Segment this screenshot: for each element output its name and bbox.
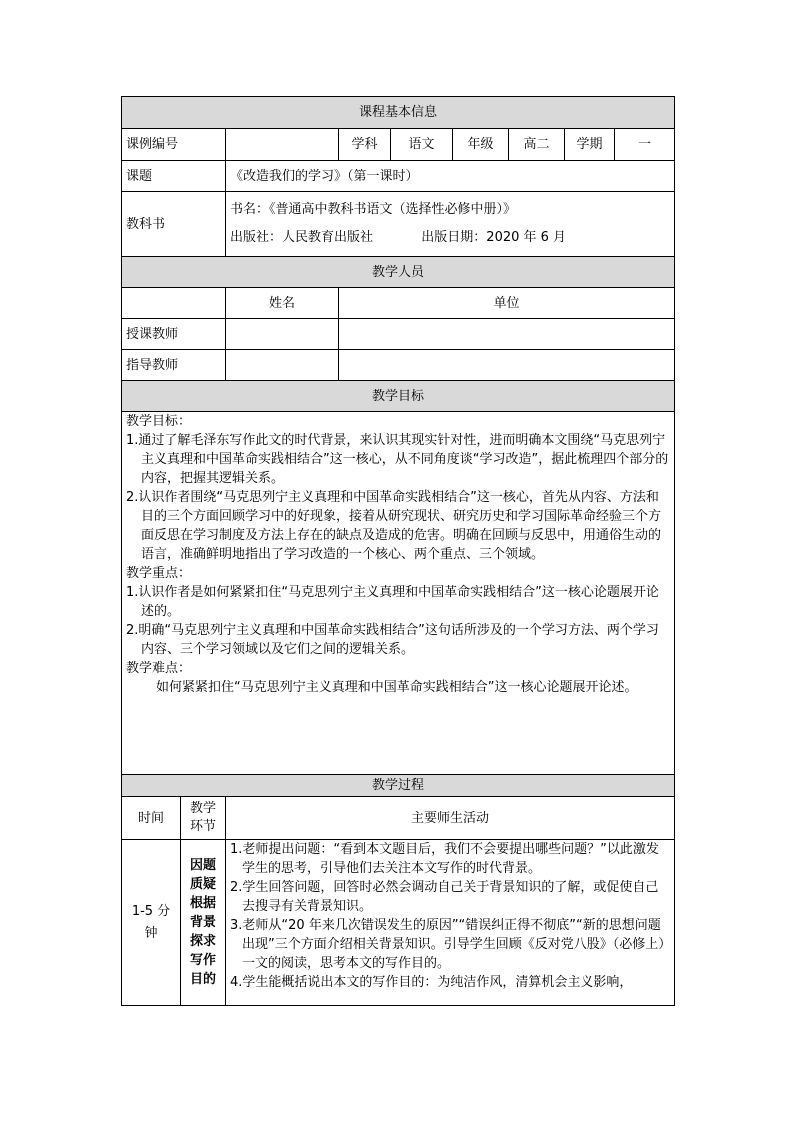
lecturer-unit <box>339 319 675 350</box>
subject-label: 学科 <box>339 129 391 161</box>
staff-unit-column: 单位 <box>339 288 675 319</box>
staff-header: 教学人员 <box>122 257 675 288</box>
lesson-plan-table <box>121 96 675 1006</box>
key-point-1: 1.认识作者是如何紧紧扣住“马克思列宁主义真理和中国革命实践相结合”这一核心论题展开论述的。 <box>126 585 659 619</box>
topic-value: 《改造我们的学习》（第一课时） <box>226 161 675 192</box>
term-label: 学期 <box>565 129 615 161</box>
step-time: 1-5 分钟 <box>122 840 181 1006</box>
lecturer-label: 授课教师 <box>122 319 226 350</box>
book-name: 书名：《普通高中教科书语文（选择性必修中册）》 <box>230 202 517 217</box>
publication-info <box>230 224 670 252</box>
basic-info-header: 课程基本信息 <box>122 97 675 129</box>
staff-corner-cell <box>122 288 226 319</box>
step-phase: 因题质疑根据背景探求写作目的 <box>181 840 226 1006</box>
grade-value: 高二 <box>509 129 565 161</box>
textbook-label: 教科书 <box>122 192 226 257</box>
advisor-label: 指导教师 <box>122 350 226 381</box>
topic-label: 课题 <box>122 161 226 192</box>
staff-name-column: 姓名 <box>226 288 339 319</box>
process-header: 教学过程 <box>122 775 675 797</box>
activity-item-4: 4.学生能概括说出本文的写作目的：为纯洁作风，清算机会主义影响， <box>230 975 633 990</box>
phase-column: 教学环节 <box>181 797 226 840</box>
goals-header: 教学目标 <box>122 381 675 412</box>
goal-item-2: 2.认识作者围绕“马克思列宁主义真理和中国革命实践相结合”这一核心，首先从内容、方法和目的三个方面回顾学习中的好现象，接着从研究现状、研究历史和学习国际革命经验三个方面反思在学习制度及方法上存在的缺点及造成的危害。明确在回顾与反思中，用通俗生动的语言，准确鲜明地指出了学习改造的一个核心、两个重点、三个领域。 <box>126 490 662 562</box>
term-value: 一 <box>615 129 675 161</box>
difficulty-item: 如何紧紧扣住“马克思列宁主义真理和中国革命实践相结合”这一核心论题展开论述。 <box>156 680 638 695</box>
publisher: 出版社：人民教育出版社 <box>230 230 374 245</box>
activity-item-3: 3.老师从“20 年来几次错误发生的原因”“错误纠正得不彻底”“新的思想问题出现”三个方面介绍相关背景知识。引导学生回顾《反对党八股》（必修上）一文的阅读，思考本文的写作目的。 <box>230 918 665 971</box>
activity-item-1: 1.老师提出问题：“看到本文题目后，我们不会要提出哪些问题？”以此激发学生的思考，引导他们去关注本文写作的时代背景。 <box>230 842 659 876</box>
lecturer-name <box>226 319 339 350</box>
subject-value: 语文 <box>391 129 453 161</box>
advisor-name <box>226 350 339 381</box>
goal-title: 教学目标： <box>126 414 192 429</box>
advisor-unit <box>339 350 675 381</box>
case-no-value <box>226 129 339 161</box>
activity-item-2: 2.学生回答问题，回答时必然会调动自己关于背景知识的了解，或促使自己去搜寻有关背景知识。 <box>230 880 659 914</box>
time-column: 时间 <box>122 797 181 840</box>
grade-label: 年级 <box>453 129 509 161</box>
key-points-title: 教学重点： <box>126 566 192 581</box>
difficulty-title: 教学难点： <box>126 661 192 676</box>
goals-content <box>122 412 675 775</box>
key-point-2: 2.明确“马克思列宁主义真理和中国革命实践相结合”这句话所涉及的一个学习方法、两个学习内容、三个学习领域以及它们之间的逻辑关系。 <box>126 623 659 657</box>
case-no-label: 课例编号 <box>122 129 226 161</box>
activity-column: 主要师生活动 <box>226 797 675 840</box>
step-activities <box>226 840 675 1006</box>
goal-item-1: 1.通过了解毛泽东写作此文的时代背景，来认识其现实针对性，进而明确本文围绕“马克思列宁主义真理和中国革命实践相结合”这一核心，从不同角度谈“学习改造”，据此梳理四个部分的内容，把握其逻辑关系。 <box>126 433 669 486</box>
publication-date: 出版日期：2020 年 6 月 <box>421 230 567 245</box>
